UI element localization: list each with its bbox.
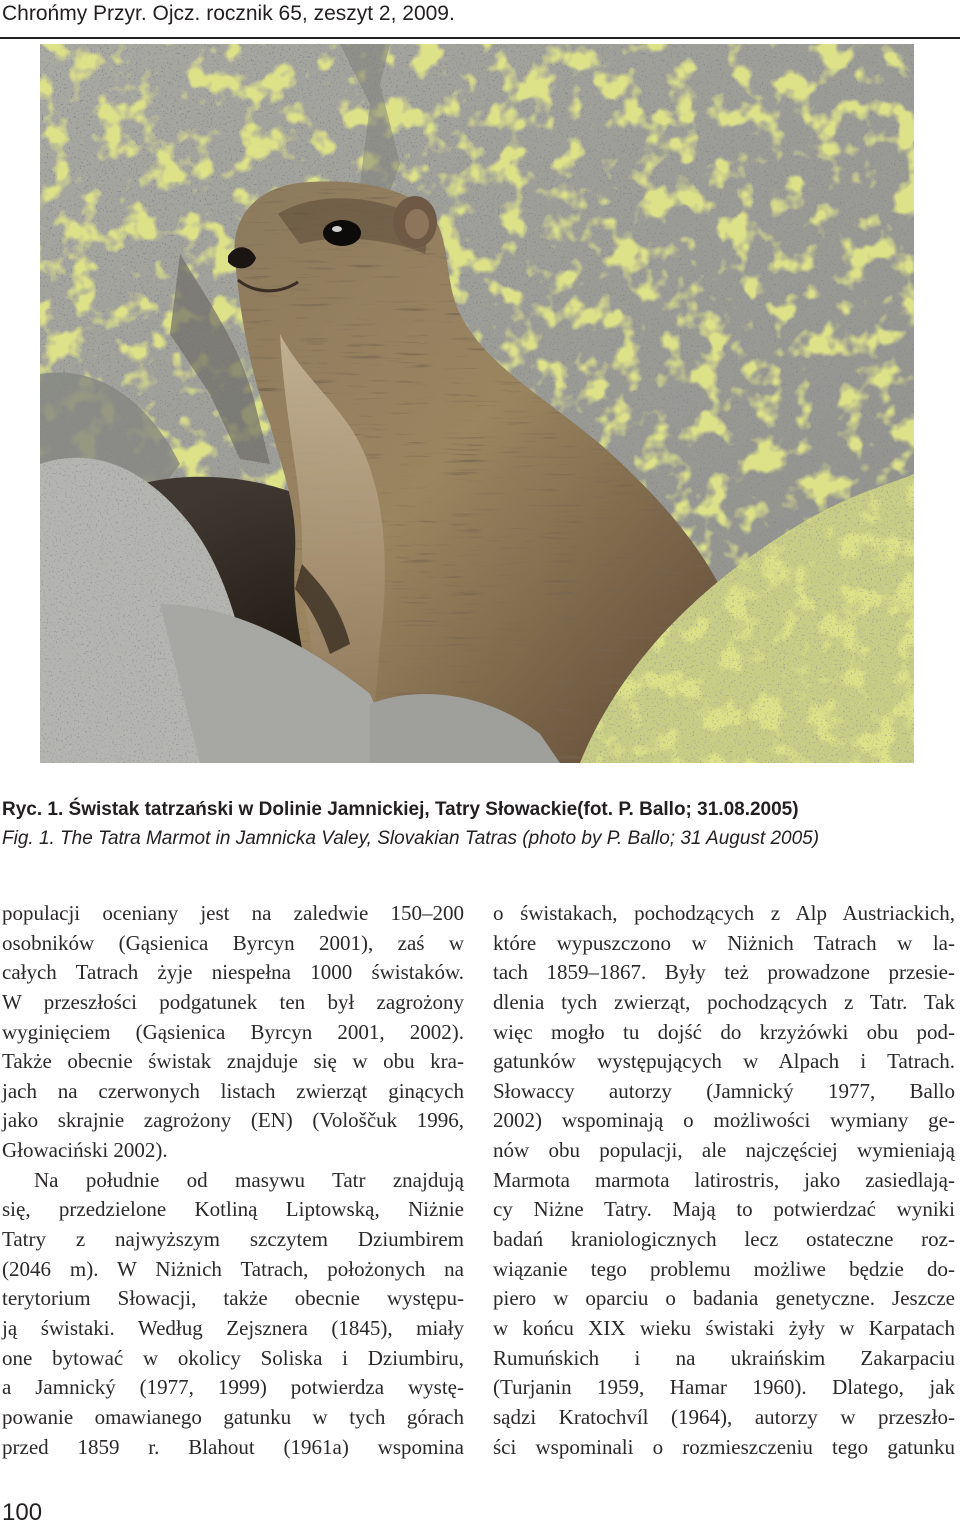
text-column-left xyxy=(2,899,464,1462)
text-line: W przeszłości podgatunek ten był zagrożony xyxy=(2,989,464,1014)
text-line: wyginięciem (Gąsienica Byrcyn 2001, 2002). xyxy=(2,1019,464,1044)
text-line: terytorium Słowacji, także obecnie występu- xyxy=(2,1286,464,1311)
text-line: przed 1859 r. Blahout (1961a) wspomina xyxy=(2,1434,464,1459)
text-line: powanie omawianego gatunku w tych górach xyxy=(2,1404,464,1429)
header-rule xyxy=(0,37,960,39)
text-line: ści wspominali o rozmieszczeniu tego gatunku xyxy=(493,1434,955,1459)
marmot-photograph xyxy=(40,44,914,763)
text-line: tach 1859–1867. Były też prowadzone przesie- xyxy=(493,960,955,985)
text-line: (2046 m). W Niżnich Tatrach, położonych na xyxy=(2,1256,464,1281)
text-line: Słowaccy autorzy (Jamnický 1977, Ballo xyxy=(493,1078,955,1103)
text-line: w końcu XIX wieku świstaki żyły w Karpatach xyxy=(493,1315,955,1340)
text-line: więc mogło tu dojść do krzyżówki obu pod- xyxy=(493,1019,955,1044)
text-line: całych Tatrach żyje niespełna 1000 świstaków. xyxy=(2,960,464,985)
text-line: które wypuszczono w Niżnich Tatrach w la- xyxy=(493,930,955,955)
running-head: Chrońmy Przyr. Ojcz. rocznik 65, zeszyt 2, 2009. xyxy=(2,2,455,25)
text-line: 2002) wspominają o możliwości wymiany ge- xyxy=(493,1108,955,1133)
text-line: Także obecnie świstak znajduje się w obu kra- xyxy=(2,1049,464,1074)
text-line: o świstakach, pochodzących z Alp Austriackich, xyxy=(493,901,955,925)
text-line: Rumuńskich i na ukraińskim Zakarpaciu xyxy=(493,1345,955,1370)
text-line: one bytować w okolicy Soliska i Dziumbiru, xyxy=(2,1345,464,1370)
text-line: piero w oparciu o badania genetyczne. Jeszcze xyxy=(493,1286,955,1311)
text-line: Głowaciński 2002). xyxy=(2,1138,168,1163)
text-line: Tatry z najwyższym szczytem Dziumbirem xyxy=(2,1227,464,1252)
text-line: (Turjanin 1959, Hamar 1960). Dlatego, jak xyxy=(493,1375,955,1400)
text-line: jako skrajnie zagrożony (EN) (Vološčuk 1996, xyxy=(2,1108,464,1133)
text-line: badań kraniologicznych lecz ostateczne roz- xyxy=(493,1227,955,1252)
text-line: dlenia tych zwierząt, pochodzących z Tatr. Tak xyxy=(493,989,955,1014)
text-line: się, przedzielone Kotliną Liptowską, Niżnie xyxy=(2,1197,464,1222)
text-line: ją świstaki. Według Zejsznera (1845), miały xyxy=(2,1315,464,1340)
text-column-right xyxy=(493,899,955,1462)
page-number: 100 xyxy=(2,1499,43,1526)
text-line: osobników (Gąsienica Byrcyn 2001), zaś w xyxy=(2,930,464,955)
text-line: Na południe od masywu Tatr znajdują xyxy=(34,1167,464,1192)
text-line: a Jamnický (1977, 1999) potwierdza wystę- xyxy=(2,1375,464,1400)
text-line: cy Niżne Tatry. Mają to potwierdzać wyniki xyxy=(493,1197,955,1222)
text-line: Marmota marmota latirostris, jako zasiedlają- xyxy=(493,1167,955,1192)
text-line: sądzi Kratochvíl (1964), autorzy w przeszło- xyxy=(493,1404,955,1429)
figure-caption xyxy=(2,795,819,853)
text-line: gatunków występujących w Alpach i Tatrach. xyxy=(493,1049,955,1074)
text-line: wiązanie tego problemu możliwe będzie do- xyxy=(493,1256,955,1281)
caption-polish: Ryc. 1. Świstak tatrzański w Dolinie Jamnickiej, Tatry Słowackie(fot. P. Ballo; 31.08.2005) xyxy=(2,799,799,820)
text-line: jach na czerwonych listach zwierząt ginących xyxy=(2,1078,464,1103)
text-line: populacji oceniany jest na zaledwie 150–200 xyxy=(2,901,464,925)
caption-english: Fig. 1. The Tatra Marmot in Jamnicka Valey, Slovakian Tatras (photo by P. Ballo; 31 August 2005) xyxy=(2,828,820,849)
text-line: nów obu populacji, ale najczęściej wymieniają xyxy=(493,1138,955,1163)
